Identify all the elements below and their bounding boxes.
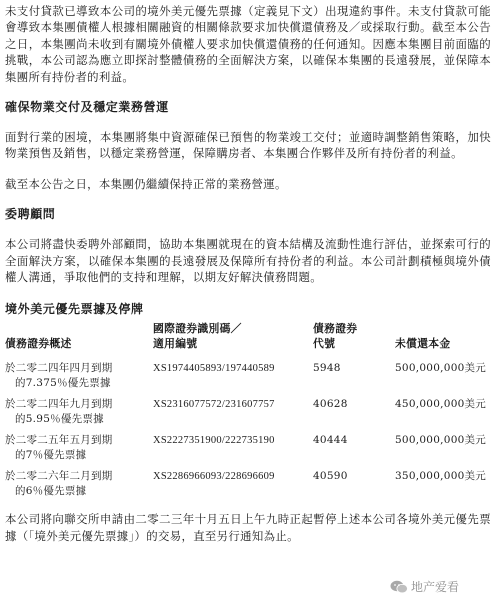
row-amount: 450,000,000美元 (395, 398, 487, 411)
section-heading-advisors: 委聘顧問 (5, 207, 56, 222)
watermark (390, 578, 459, 595)
row-amount: 500,000,000美元 (395, 434, 487, 447)
row-isin: XS1974405893/197440589 (153, 363, 275, 375)
header-principal: 未償還本金 (395, 337, 451, 351)
row-description: 於二零二五年五月到期 的7％優先票據 (5, 434, 113, 462)
watermark-text: 地产爱看 (411, 580, 460, 594)
header-code: 債務證券 代號 (313, 322, 358, 351)
table-row (5, 397, 491, 433)
row-isin: XS2286966093/228696609 (153, 471, 275, 483)
notes-table (5, 321, 491, 505)
table-row (5, 361, 491, 397)
intro-paragraph: 未支付貸款已導致本公司的境外美元優先票據（定義見下文）出現違約事件。未支付貸款可能會導致本集團債權人根據相關融資的相關條款要求加快償還債務及／或採取行動。截至本公告之日，本集團尚未收到有關境外債權人要求加快償還債務的任何通知。因應本集團目前面臨的挑戰，本公司認為應立即探討整體債務的全面解決方案，以確保本集團的長遠發展，並保障本集團所有持份者的利益。 (5, 4, 491, 84)
row-description: 於二零二六年二月到期 的6％優先票據 (5, 470, 113, 498)
announcement-page (5, 3, 491, 544)
row-code: 40628 (313, 398, 348, 411)
section-heading-notes: 境外美元優先票據及停牌 (5, 302, 144, 317)
section-heading-delivery: 確保物業交付及穩定業務營運 (5, 100, 169, 115)
row-code: 5948 (313, 362, 341, 375)
suspension-paragraph: 本公司將向聯交所申請由二零二三年十月五日上午九時正起暫停上述本公司各境外美元優先票據（「境外美元優先票據」）的交易，直至另行通知為止。 (5, 512, 491, 543)
row-amount: 350,000,000美元 (395, 470, 487, 483)
header-isin: 國際證券識別碼／ 適用編號 (153, 322, 242, 351)
row-code: 40590 (313, 470, 348, 483)
row-amount: 500,000,000美元 (395, 362, 487, 375)
table-row (5, 469, 491, 505)
row-code: 40444 (313, 434, 348, 447)
delivery-paragraph: 面對行業的困境，本集團將集中資源確保已預售的物業竣工交付；並適時調整銷售策略，加快物業預售及銷售，以穩定業務營運，保障購房者、本集團合作夥伴及所有持份者的利益。 (5, 130, 491, 161)
row-description: 於二零二四年九月到期 的5.95％優先票據 (5, 398, 113, 426)
row-isin: XS2316077572/231607757 (153, 399, 275, 411)
wechat-icon (390, 580, 408, 594)
advisors-paragraph: 本公司將盡快委聘外部顧問，協助本集團就現在的資本結構及流動性進行評估，並探索可行的全面解決方案，以確保本集團的長遠發展及保障所有持份者的利益。本公司計劃積極與境外債權人溝通，爭取他們的支持和理解，以期友好解決債務問題。 (5, 237, 491, 285)
operations-paragraph: 截至本公告之日，本集團仍繼續保持正常的業務營運。 (5, 176, 287, 191)
header-description: 債務證券概述 (5, 337, 72, 351)
table-row (5, 433, 491, 469)
row-isin: XS2227351900/222735190 (153, 435, 275, 447)
notes-table-header (5, 321, 491, 361)
row-description: 於二零二四年四月到期 的7.375％優先票據 (5, 362, 113, 390)
